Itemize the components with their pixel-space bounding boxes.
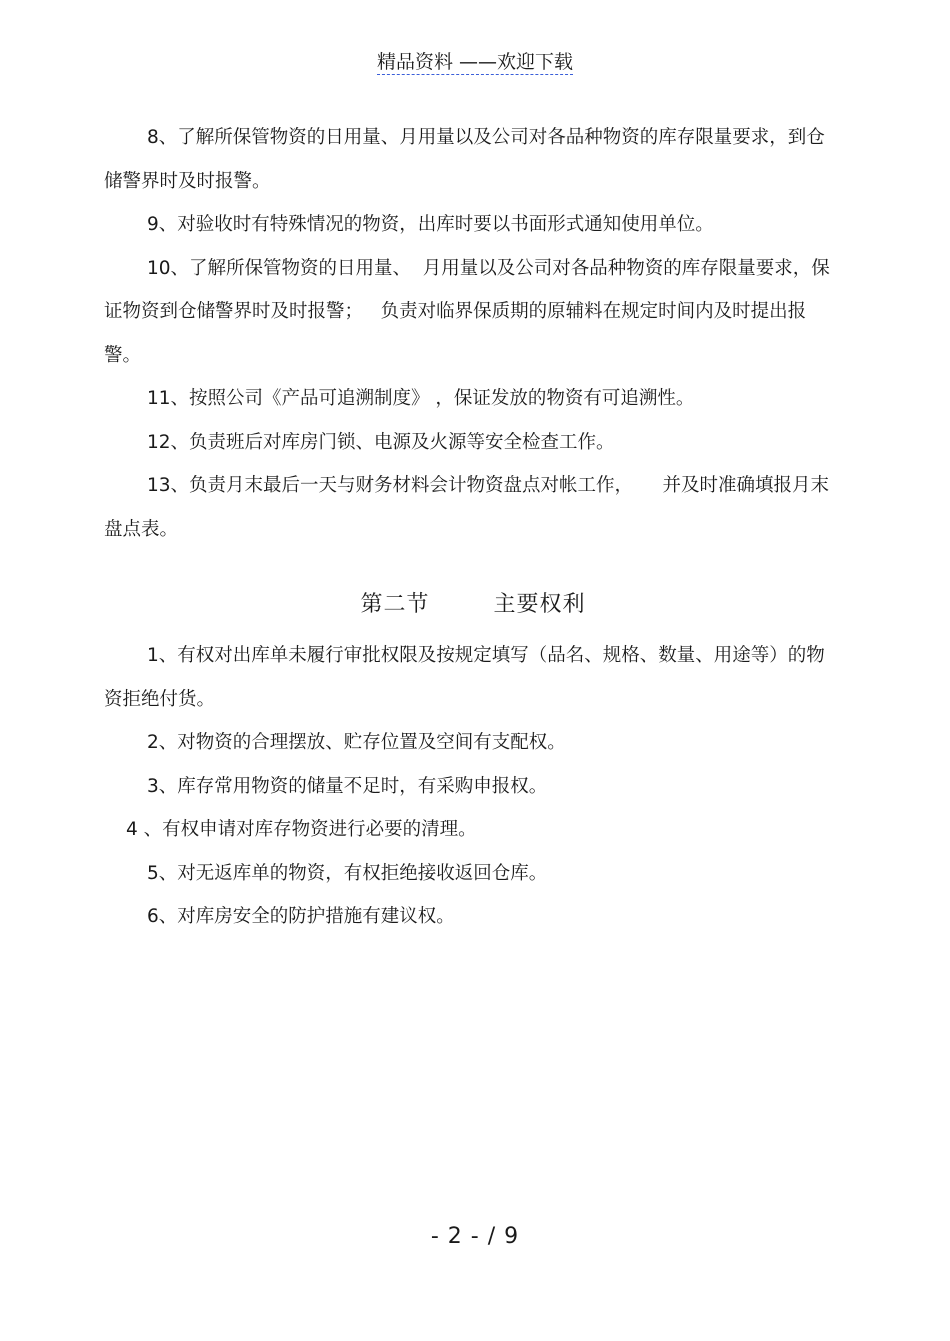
page-header <box>0 48 950 76</box>
right-item-1: 1、有权对出库单未履行审批权限及按规定填写（品名、规格、数量、用途等）的物资拒绝付货。 <box>104 645 825 710</box>
duty-item-9: 9、对验收时有特殊情况的物资，出库时要以书面形式通知使用单位。 <box>147 214 714 235</box>
duty-item-10: 10、了解所保管物资的日用量、 月用量以及公司对各品种物资的库存限量要求，保证物资到仓储警界时及时报警； 负责对临界保质期的原辅料在规定时间内及时提出报警。 <box>104 257 830 366</box>
right-item-5: 5、对无返库单的物资，有权拒绝接收返回仓库。 <box>147 862 548 884</box>
right-item-2: 2、对物资的合理摆放、贮存位置及空间有支配权。 <box>147 732 566 753</box>
duty-item-12: 12、负责班后对库房门锁、电源及火源等安全检查工作。 <box>147 431 615 453</box>
right-item-4: 4 、有权申请对库存物资进行必要的清理。 <box>126 819 477 840</box>
section-title: 第二节 主要权利 <box>360 592 586 617</box>
document-body <box>104 116 842 939</box>
duty-item-8: 8、了解所保管物资的日用量、月用量以及公司对各品种物资的库存限量要求，到仓储警界时及时报警。 <box>104 127 825 192</box>
header-text: 精品资料 ——欢迎下载 <box>376 51 574 73</box>
duty-item-13: 13、负责月末最后一天与财务材料会计物资盘点对帐工作， 并及时准确填报月末盘点表。 <box>104 475 829 540</box>
right-item-6: 6、对库房安全的防护措施有建议权。 <box>147 906 455 927</box>
right-item-3: 3、库存常用物资的储量不足时，有采购申报权。 <box>147 775 548 797</box>
duty-item-11: 11、按照公司《产品可追溯制度》 ，保证发放的物资有可追溯性。 <box>147 388 695 409</box>
page-number: - 2 - / 9 <box>430 1224 520 1249</box>
